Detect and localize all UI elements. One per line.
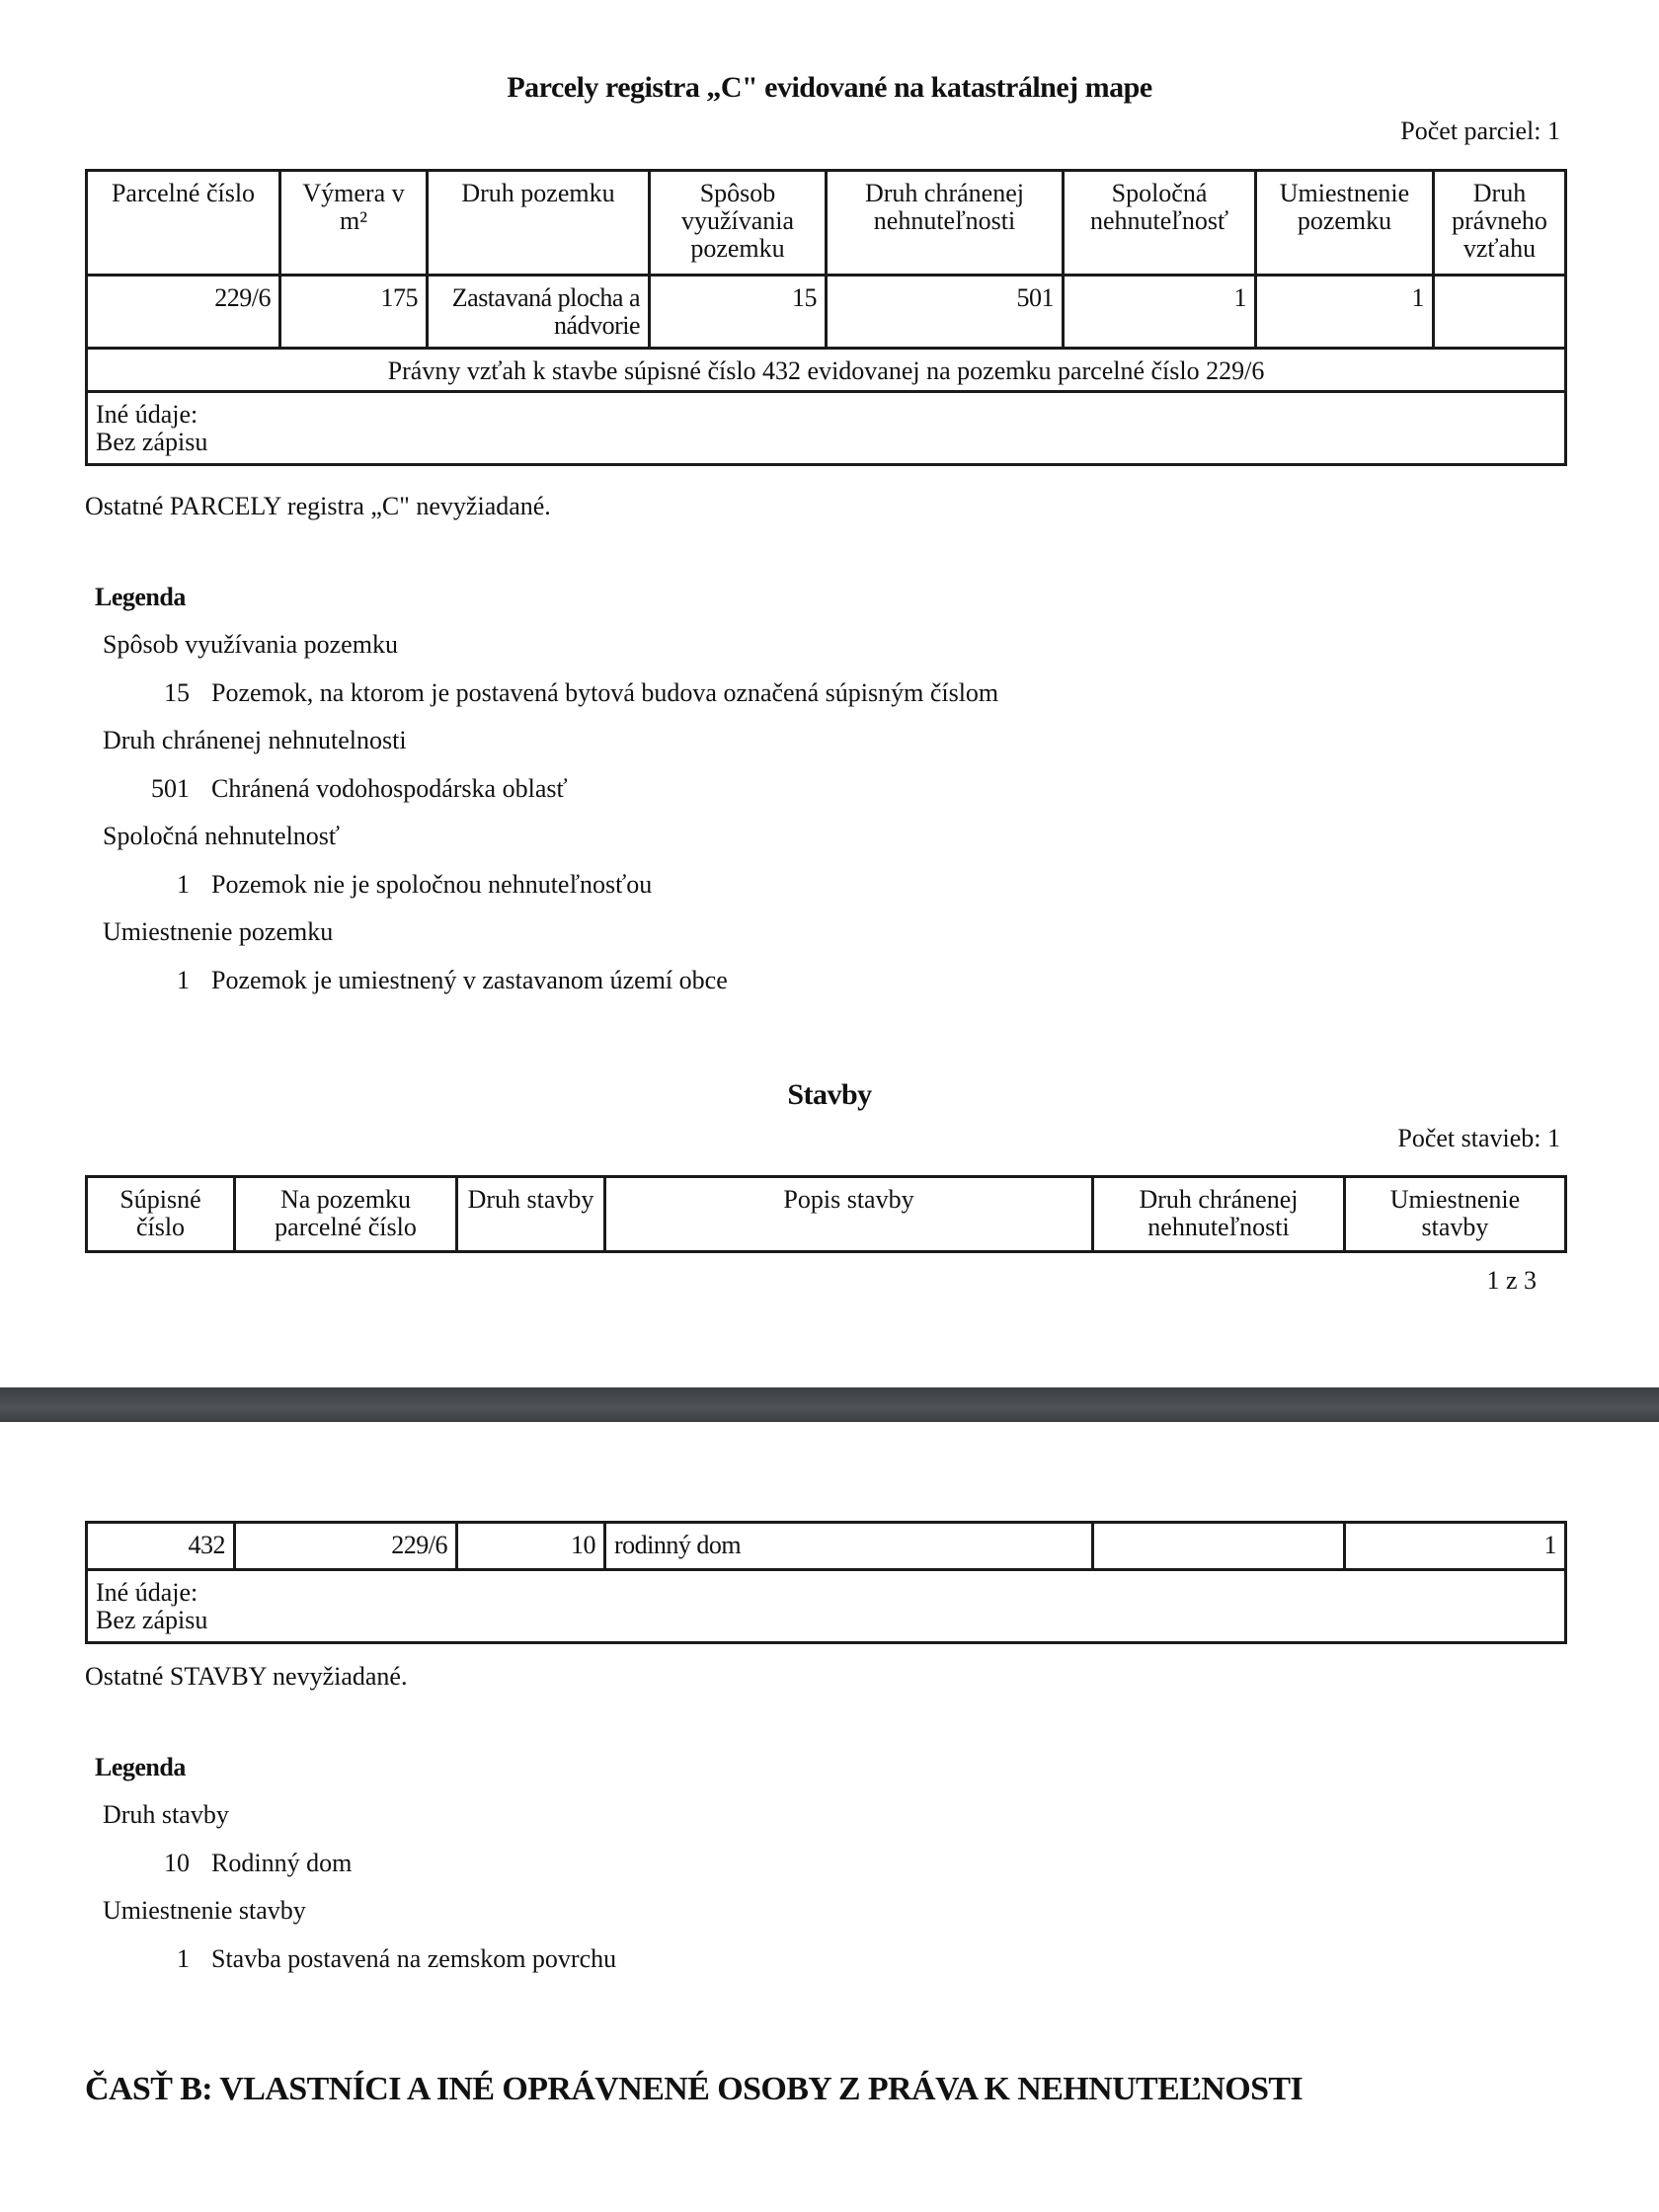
cell-building-type: 10: [457, 1523, 605, 1570]
cell-legal: [1434, 276, 1566, 349]
legend-code: 1: [177, 966, 190, 994]
relation-note: Právny vzťah k stavbe súpisné číslo 432 evidovanej na pozemku parcelné číslo 229/6: [87, 349, 1566, 392]
other-value: Bez zápisu: [96, 1606, 208, 1634]
legend-text: Pozemok, na ktorom je postavená bytová budova označená súpisným číslom: [211, 678, 999, 707]
header-parcel-number: Parcelné číslo: [87, 171, 280, 276]
legend-item-building-location: [81, 1944, 616, 1974]
cell-building-protected: [1093, 1523, 1345, 1570]
header-building-location: Umiestnenie stavby: [1345, 1177, 1566, 1252]
header-location: Umiestnenie pozemku: [1256, 171, 1434, 276]
parcels-legend-title: Legenda: [95, 583, 186, 611]
legend-category-usage: Spôsob využívania pozemku: [103, 630, 398, 659]
other-value: Bez zápisu: [96, 428, 208, 456]
legend-category-building-type: Druh stavby: [103, 1800, 229, 1829]
parcels-relation-row: [87, 349, 1566, 392]
page-number: 1 z 3: [1486, 1266, 1537, 1295]
legend-code: 10: [164, 1849, 190, 1877]
legend-text: Rodinný dom: [211, 1849, 353, 1877]
buildings-notes: [87, 1570, 1566, 1643]
buildings-remaining-note: Ostatné STAVBY nevyžiadané.: [85, 1662, 408, 1691]
buildings-header-table: [85, 1175, 1567, 1253]
header-land-type: Druh pozemku: [428, 171, 650, 276]
parcels-title: Parcely registra „C" evidované na katastrálnej mape: [507, 71, 1152, 104]
buildings-data-row: [87, 1523, 1566, 1570]
header-legal: Druh právneho vzťahu: [1434, 171, 1566, 276]
cell-usage: 15: [650, 276, 827, 349]
buildings-legend-title: Legenda: [95, 1753, 186, 1781]
legend-item-usage: [81, 678, 998, 708]
part-b-heading: ČASŤ B: VLASTNÍCI A INÉ OPRÁVNENÉ OSOBY Z PRÁVA K NEHNUTEĽNOSTI: [85, 2071, 1304, 2107]
parcels-count: Počet parciel: 1: [1400, 117, 1560, 145]
legend-code: 501: [151, 774, 190, 803]
cell-land-type: Zastavaná plocha a nádvorie: [428, 276, 650, 349]
legend-text: Stavba postavená na zemskom povrchu: [211, 1944, 617, 1973]
header-building-number: Súpisné číslo: [87, 1177, 235, 1252]
cell-building-parcel: 229/6: [235, 1523, 457, 1570]
header-common: Spoločná nehnuteľnosť: [1064, 171, 1256, 276]
other-label: Iné údaje:: [96, 400, 198, 429]
cell-building-number: 432: [87, 1523, 235, 1570]
parcels-remaining-note: Ostatné PARCELY registra „C" nevyžiadané.: [85, 492, 551, 520]
legend-code: 1: [177, 870, 190, 899]
other-label: Iné údaje:: [96, 1578, 198, 1607]
legend-item-building-type: [81, 1849, 352, 1878]
legend-category-location: Umiestnenie pozemku: [103, 917, 334, 946]
parcels-notes: [87, 392, 1566, 465]
buildings-title: Stavby: [787, 1078, 872, 1111]
cell-building-description: rodinný dom: [605, 1523, 1093, 1570]
cell-common: 1: [1064, 276, 1256, 349]
legend-code: 15: [164, 678, 190, 707]
header-protected: Druh chránenej nehnuteľnosti: [827, 171, 1064, 276]
document-page-2: [0, 1422, 1659, 2212]
parcels-notes-row: [87, 392, 1566, 465]
legend-code: 1: [177, 1944, 190, 1973]
legend-category-protected: Druh chránenej nehnutelnosti: [103, 726, 407, 754]
cell-location: 1: [1256, 276, 1434, 349]
buildings-count: Počet stavieb: 1: [1397, 1124, 1560, 1152]
header-building-parcel: Na pozemku parcelné číslo: [235, 1177, 457, 1252]
header-building-type: Druh stavby: [457, 1177, 605, 1252]
cell-protected: 501: [827, 276, 1064, 349]
legend-item-common: [81, 870, 652, 900]
legend-category-common: Spoločná nehnutelnosť: [103, 822, 341, 850]
parcels-header-row: [87, 171, 1566, 276]
legend-category-building-location: Umiestnenie stavby: [103, 1896, 306, 1925]
header-building-description: Popis stavby: [605, 1177, 1093, 1252]
legend-text: Pozemok je umiestnený v zastavanom území obce: [211, 966, 728, 994]
parcels-table: [85, 169, 1567, 466]
legend-item-protected: [81, 774, 568, 804]
header-area: Výmera v m²: [280, 171, 428, 276]
legend-item-location: [81, 966, 728, 995]
buildings-notes-row: [87, 1570, 1566, 1643]
cell-parcel-number: 229/6: [87, 276, 280, 349]
header-building-protected: Druh chránenej nehnuteľnosti: [1093, 1177, 1345, 1252]
page-separator: [0, 1387, 1659, 1422]
parcels-data-row: [87, 276, 1566, 349]
buildings-header-row: [87, 1177, 1566, 1252]
cell-building-location: 1: [1345, 1523, 1566, 1570]
legend-text: Pozemok nie je spoločnou nehnuteľnosťou: [211, 870, 653, 899]
cell-area: 175: [280, 276, 428, 349]
header-usage: Spôsob využívania pozemku: [650, 171, 827, 276]
legend-text: Chránená vodohospodárska oblasť: [211, 774, 568, 803]
buildings-table: [85, 1521, 1567, 1644]
